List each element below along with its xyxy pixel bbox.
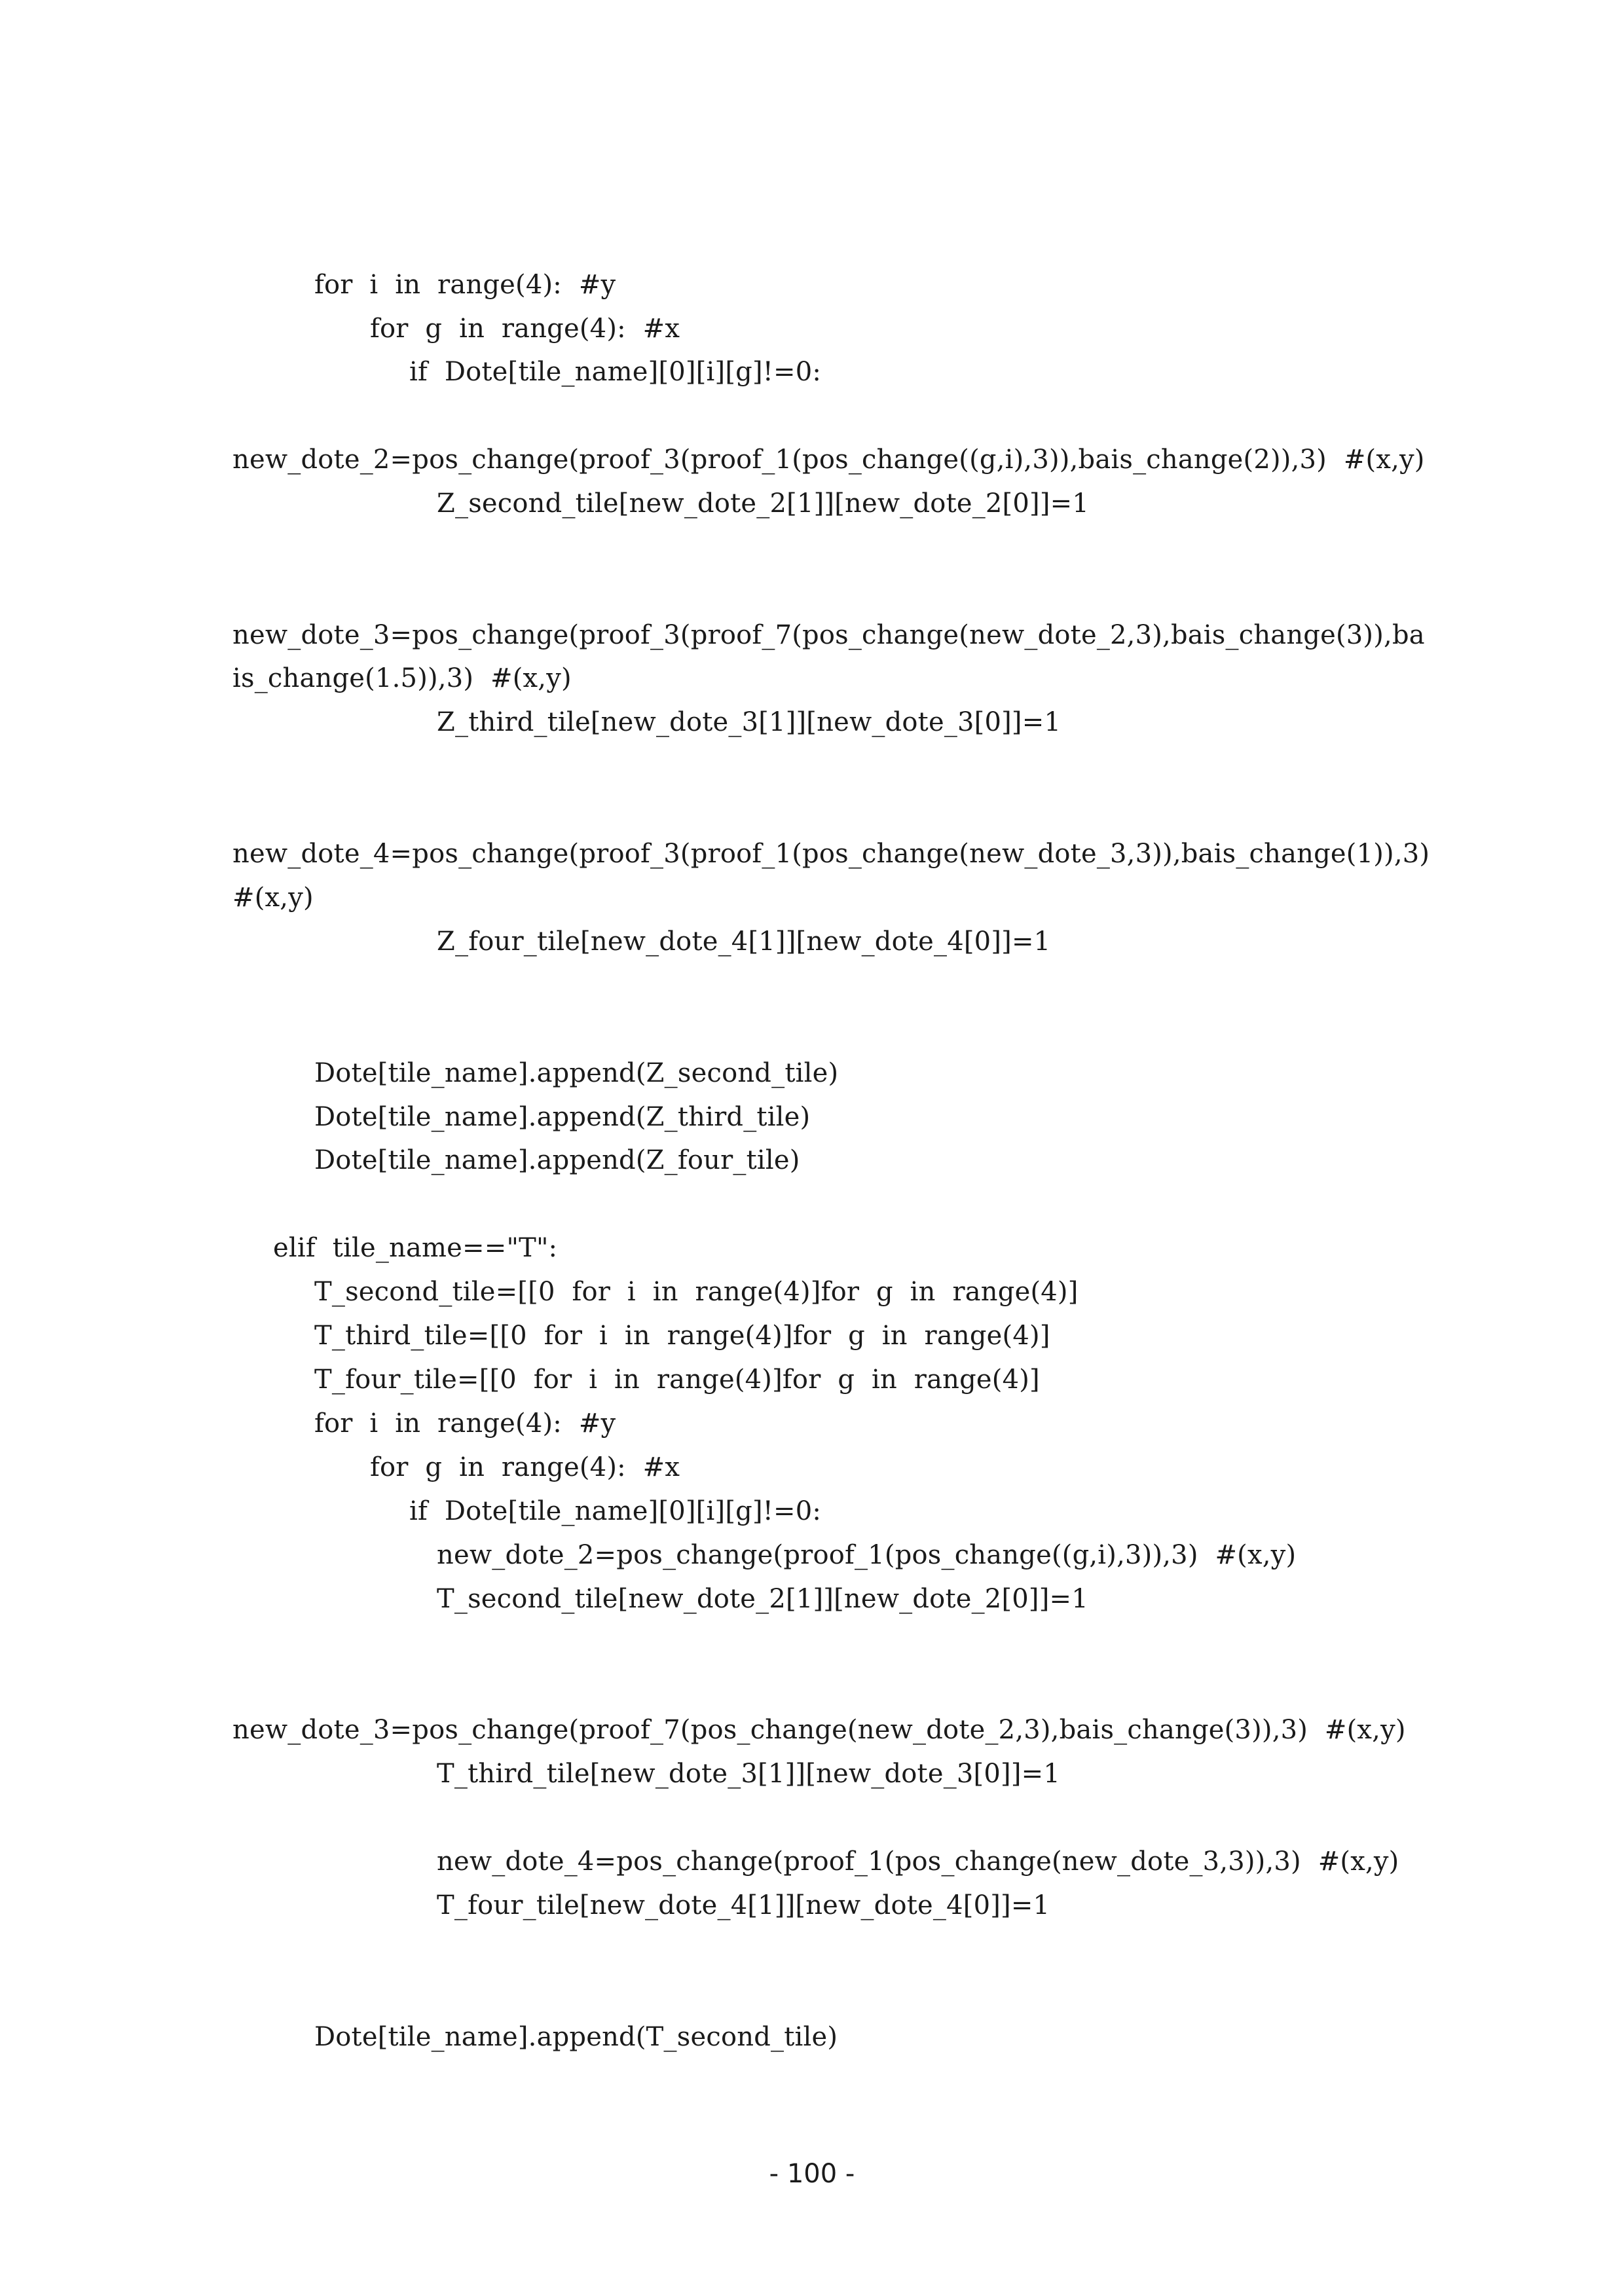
code-line: Z_four_tile[new_dote_4[1]][new_dote_4[0]]=1 xyxy=(437,927,1051,957)
code-line: new_dote_3=pos_change(proof_7(pos_change(new_dote_2,3),bais_change(3)),3) #(x,y) xyxy=(232,1715,1406,1745)
code-line: T_third_tile[new_dote_3[1]][new_dote_3[0]]=1 xyxy=(437,1759,1060,1789)
code-line: new_dote_2=pos_change(proof_1(pos_change((g,i),3)),3) #(x,y) xyxy=(437,1540,1297,1570)
code-line: for i in range(4): #y xyxy=(314,1408,616,1439)
code-line: if Dote[tile_name][0][i][g]!=0: xyxy=(409,1496,822,1526)
code-line: is_change(1.5)),3) #(x,y) xyxy=(232,663,572,693)
code-line: new_dote_4=pos_change(proof_1(pos_change(new_dote_3,3)),3) #(x,y) xyxy=(437,1846,1399,1877)
code-line: Dote[tile_name].append(T_second_tile) xyxy=(314,2022,838,2052)
page-number: - 100 - xyxy=(769,2159,855,2189)
code-line: T_second_tile[new_dote_2[1]][new_dote_2[0]]=1 xyxy=(437,1584,1088,1614)
code-line: new_dote_3=pos_change(proof_3(proof_7(pos_change(new_dote_2,3),bais_change(3)),ba xyxy=(232,620,1425,650)
code-line: Dote[tile_name].append(Z_third_tile) xyxy=(314,1102,811,1132)
code-line: for g in range(4): #x xyxy=(370,314,680,344)
code-line: Z_third_tile[new_dote_3[1]][new_dote_3[0]]=1 xyxy=(437,707,1061,737)
code-line: Dote[tile_name].append(Z_second_tile) xyxy=(314,1058,839,1088)
code-line: T_third_tile=[[0 for i in range(4)]for g in range(4)] xyxy=(314,1321,1050,1351)
code-line: elif tile_name=="T": xyxy=(273,1233,558,1263)
code-line: T_four_tile[new_dote_4[1]][new_dote_4[0]]=1 xyxy=(437,1890,1050,1920)
code-line: #(x,y) xyxy=(232,883,314,913)
code-line: new_dote_2=pos_change(proof_3(proof_1(pos_change((g,i),3)),bais_change(2)),3) #(x,y) xyxy=(232,445,1425,475)
code-line: new_dote_4=pos_change(proof_3(proof_1(pos_change(new_dote_3,3)),bais_change(1)),3) xyxy=(232,839,1430,869)
code-line: T_four_tile=[[0 for i in range(4)]for g in range(4)] xyxy=(314,1365,1040,1395)
code-line: if Dote[tile_name][0][i][g]!=0: xyxy=(409,357,822,387)
code-line: Dote[tile_name].append(Z_four_tile) xyxy=(314,1145,800,1175)
code-line: for g in range(4): #x xyxy=(370,1452,680,1482)
code-line: Z_second_tile[new_dote_2[1]][new_dote_2[0]]=1 xyxy=(437,488,1089,519)
code-line: for i in range(4): #y xyxy=(314,270,616,300)
code-line: T_second_tile=[[0 for i in range(4)]for g in range(4)] xyxy=(314,1277,1079,1307)
